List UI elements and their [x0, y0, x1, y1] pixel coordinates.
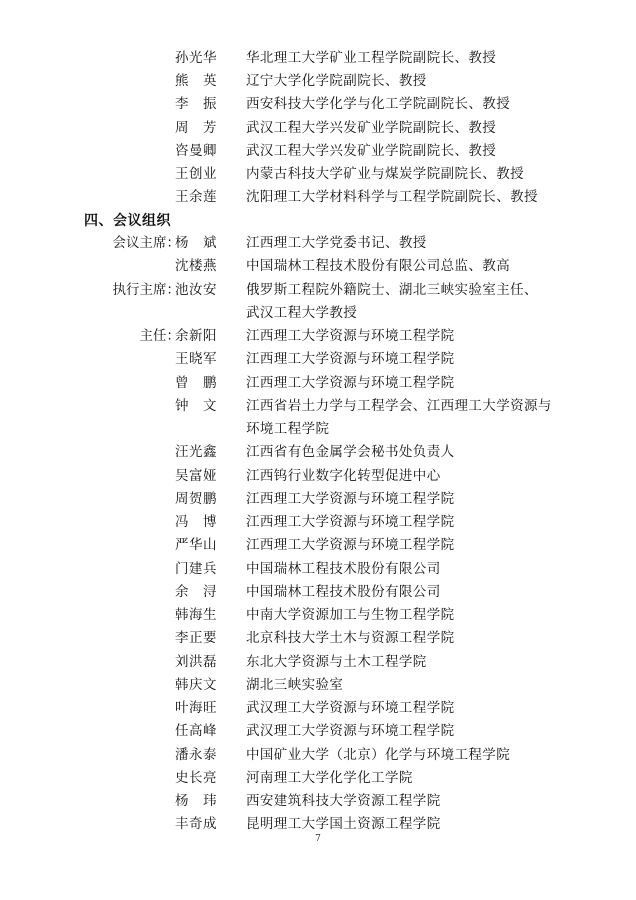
list-item: [0, 93, 636, 115]
role-label: 主任：: [139, 328, 180, 344]
member-affiliation: 华北理工大学矿业工程学院副院长、教授: [246, 50, 497, 66]
list-item: [0, 117, 636, 139]
member-name: 余新阳: [175, 328, 217, 344]
list-item: [0, 255, 636, 277]
member-name: 孙光华: [175, 50, 217, 66]
member-affiliation: 沈阳理工大学材料科学与工程学院副院长、教授: [246, 189, 538, 206]
member-name: 沈楼燕: [175, 258, 217, 275]
list-item: [0, 418, 636, 440]
member-affiliation: 辽宁大学化学院副院长、教授: [246, 73, 427, 90]
list-item: [0, 395, 636, 417]
member-name: 刘洪磊: [175, 653, 217, 670]
member-affiliation: 武汉工程大学兴发矿业学院副院长、教授: [246, 119, 497, 136]
member-name: 王晓军: [175, 351, 217, 368]
member-affiliation: 江西理工大学资源与环境工程学院: [246, 328, 455, 344]
member-name: 韩海生: [175, 607, 217, 623]
member-affiliation: 中国矿业大学（北京）化学与环境工程学院: [246, 746, 511, 763]
member-affiliation: 江西钨行业数字化转型促进中心: [246, 467, 441, 484]
member-affiliation: 内蒙古科技大学矿业与煤炭学院副院长、教授: [246, 166, 524, 182]
member-affiliation: 中国瑞林工程技术股份有限公司: [246, 560, 441, 577]
member-name: 周贺鹏: [175, 490, 217, 507]
list-item: [0, 744, 636, 766]
member-affiliation: 河南理工大学化学化工学院: [246, 769, 413, 786]
member-name: 王创业: [175, 166, 217, 182]
member-name: 李正要: [175, 630, 217, 647]
member-name: 杨 玮: [175, 793, 217, 809]
role-label: 会议主席：: [112, 235, 180, 251]
member-affiliation: 昆明理工大学国土资源工程学院: [246, 816, 441, 833]
member-affiliation: 西安科技大学化学与化工学院副院长、教授: [246, 96, 511, 113]
member-name: 史长亮: [175, 769, 217, 786]
member-name: 门建兵: [175, 560, 217, 577]
member-name: 钟 文: [175, 397, 217, 414]
list-item: [0, 302, 636, 324]
list-item: [0, 140, 636, 162]
list-item: [0, 720, 636, 742]
section-heading: 四、会议组织: [84, 213, 171, 229]
list-item: [0, 697, 636, 719]
page-number: 7: [315, 834, 321, 844]
list-item: [0, 279, 636, 301]
member-name: 熊 英: [175, 73, 217, 90]
member-affiliation: 江西理工大学资源与环境工程学院: [246, 374, 455, 391]
member-affiliation: 江西省有色金属学会秘书处负责人: [246, 444, 455, 461]
member-name: 杨 斌: [175, 235, 217, 251]
member-name: 咨曼卿: [175, 142, 217, 159]
member-affiliation: 江西省岩土力学与工程学会、江西理工大学资源与: [246, 397, 552, 414]
list-item: [0, 511, 636, 533]
member-affiliation: 湖北三峡实验室: [246, 676, 344, 693]
member-affiliation: 东北大学资源与土木工程学院: [246, 653, 427, 670]
list-item: [0, 232, 636, 254]
member-affiliation: 江西理工大学资源与环境工程学院: [246, 351, 455, 368]
list-item: [0, 163, 636, 185]
member-affiliation: 江西理工大学资源与环境工程学院: [246, 490, 455, 507]
member-name: 严华山: [175, 537, 217, 554]
member-name: 李 振: [175, 96, 217, 113]
list-item: [0, 465, 636, 487]
member-name: 冯 博: [175, 514, 217, 530]
list-item: [0, 767, 636, 789]
member-affiliation: 俄罗斯工程院外籍院士、湖北三峡实验室主任、: [246, 281, 538, 298]
list-item: [0, 47, 636, 69]
member-name: 余 浔: [175, 583, 217, 600]
list-item: [0, 558, 636, 580]
member-name: 韩庆文: [175, 676, 217, 693]
member-affiliation: 武汉理工大学资源与环境工程学院: [246, 723, 455, 740]
member-affiliation: 北京科技大学土木与资源工程学院: [246, 630, 455, 647]
list-item: [0, 581, 636, 603]
list-item: [0, 604, 636, 626]
list-item: [0, 186, 636, 208]
member-name: 池汝安: [175, 281, 217, 298]
member-name: 周 芳: [175, 119, 217, 136]
member-name: 任高峰: [175, 723, 217, 740]
list-item: [0, 813, 636, 835]
list-item: [0, 790, 636, 812]
member-name: 吴富娅: [175, 467, 217, 484]
role-label: 执行主席：: [112, 281, 180, 298]
list-item: [0, 70, 636, 92]
list-item: [0, 372, 636, 394]
member-affiliation: 环境工程学院: [246, 421, 330, 437]
member-affiliation: 江西理工大学党委书记、教授: [246, 235, 427, 251]
member-affiliation: 江西理工大学资源与环境工程学院: [246, 514, 455, 530]
member-affiliation: 武汉工程大学教授: [246, 304, 358, 321]
member-name: 曾 鹏: [175, 374, 217, 391]
member-affiliation: 中国瑞林工程技术股份有限公司: [246, 583, 441, 600]
member-affiliation: 中南大学资源加工与生物工程学院: [246, 607, 455, 623]
list-item: [0, 651, 636, 673]
member-affiliation: 武汉理工大学资源与环境工程学院: [246, 700, 455, 716]
list-item: [0, 348, 636, 370]
member-affiliation: 中国瑞林工程技术股份有限公司总监、教高: [246, 258, 511, 275]
member-name: 丰奇成: [175, 816, 217, 833]
member-affiliation: 西安建筑科技大学资源工程学院: [246, 793, 441, 809]
list-item: [0, 627, 636, 649]
member-name: 叶海旺: [175, 700, 217, 716]
list-item: [0, 488, 636, 510]
member-name: 潘永泰: [175, 746, 217, 763]
member-name: 王余莲: [175, 189, 217, 206]
list-item: [0, 534, 636, 556]
member-affiliation: 江西理工大学资源与环境工程学院: [246, 537, 455, 554]
member-affiliation: 武汉工程大学兴发矿业学院副院长、教授: [246, 142, 497, 159]
list-item: [0, 325, 636, 347]
member-name: 汪光鑫: [175, 444, 217, 461]
list-item: [0, 674, 636, 696]
list-item: [0, 441, 636, 463]
